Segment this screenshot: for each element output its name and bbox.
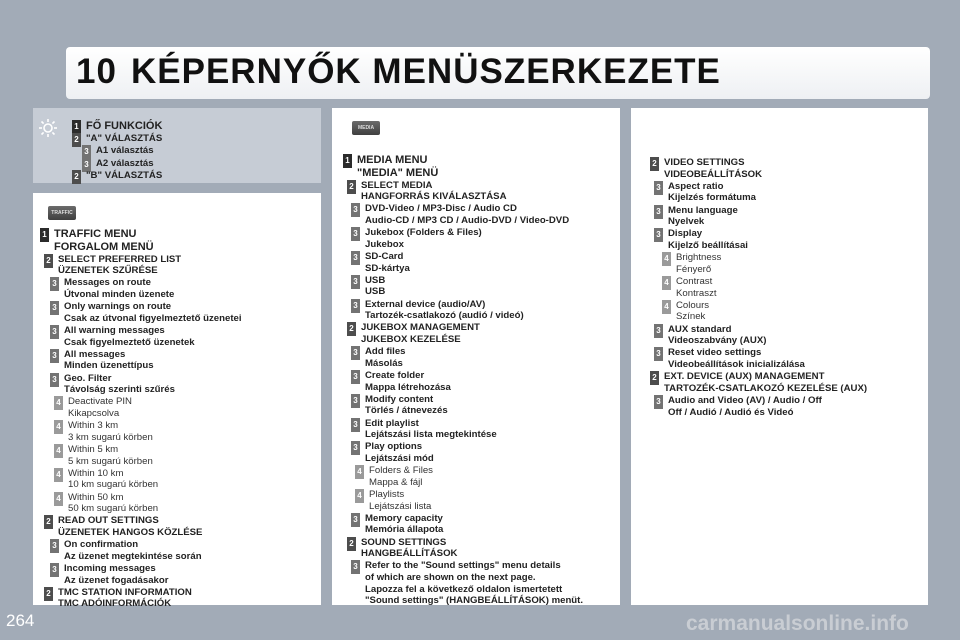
menu-item-level-4: [54, 444, 153, 467]
chapter-title: KÉPERNYŐK MENÜSZERKEZETE: [131, 52, 721, 91]
menu-item-label: Play options Lejátszási mód: [365, 441, 434, 464]
menu-item-level-4: [355, 489, 431, 512]
level-badge: 2: [44, 254, 53, 268]
level-badge: 3: [654, 228, 663, 242]
level-badge: 3: [351, 418, 360, 432]
menu-item-label: Folders & Files Mappa & fájl: [369, 465, 433, 488]
menu-item-label: MEDIA MENU "MEDIA" MENÜ: [357, 154, 439, 179]
menu-item-level-4: [54, 492, 158, 515]
menu-item-level-3: [351, 370, 451, 393]
menu-item-level-3: [351, 299, 524, 322]
level-badge: 1: [72, 120, 81, 134]
level-badge: 3: [654, 347, 663, 361]
menu-item-label: Menu language Nyelvek: [668, 204, 738, 228]
menu-item-label: SELECT PREFERRED LIST ÜZENETEK SZŰRÉSE: [58, 253, 182, 277]
menu-item-label: Aspect ratio Kijelzés formátuma: [668, 180, 756, 204]
menu-item-label: Contrast Kontraszt: [676, 276, 717, 299]
menu-item-level-3: [351, 346, 406, 369]
level-badge: 3: [351, 203, 360, 217]
menu-item-level-3: [50, 539, 202, 562]
level-badge: 4: [54, 420, 63, 434]
menu-item-level-4: [355, 465, 433, 488]
menu-item-label: Add files Másolás: [365, 346, 406, 369]
level-badge: 2: [347, 537, 356, 551]
menu-item-level-1: [40, 228, 154, 253]
media-tab: MEDIA: [352, 121, 380, 135]
level-badge: 3: [50, 373, 59, 387]
menu-item-label: A2 választás: [96, 157, 154, 169]
menu-item-label: SD-Card SD-kártya: [365, 251, 410, 274]
menu-item-label: JUKEBOX MANAGEMENT JUKEBOX KEZELÉSE: [361, 322, 480, 345]
menu-item-level-2: [72, 170, 162, 184]
level-badge: 3: [50, 539, 59, 553]
level-badge: 2: [650, 371, 659, 385]
traffic-tab: TRAFFIC: [48, 206, 76, 220]
menu-item-level-2: [650, 371, 867, 394]
menu-item-level-3: [351, 275, 385, 298]
level-badge: 3: [351, 394, 360, 408]
menu-item-label: Modify content Törlés / átnevezés: [365, 393, 448, 417]
menu-item-label: TMC STATION INFORMATION TMC ADÓINFORMÁCIÓK: [58, 586, 192, 610]
level-badge: 4: [662, 252, 671, 266]
level-badge: 4: [54, 492, 63, 506]
menu-item-label: Create folder Mappa létrehozása: [365, 370, 451, 393]
menu-item-label: Within 10 km 10 km sugarú körben: [68, 467, 159, 491]
menu-item-level-4: [54, 396, 132, 419]
level-badge: 2: [44, 587, 53, 601]
menu-item-label: VIDEO SETTINGS VIDEOBEÁLLÍTÁSOK: [664, 157, 763, 180]
level-badge: 3: [50, 563, 59, 577]
menu-item-label: "B" VÁLASZTÁS: [86, 169, 163, 181]
menu-item-level-2: [44, 515, 202, 538]
level-badge: 3: [50, 325, 59, 339]
menu-item-level-1: [72, 120, 162, 134]
menu-item-label: Geo. Filter Távolság szerinti szűrés: [64, 372, 175, 396]
level-badge: 3: [82, 145, 91, 159]
menu-item-level-1: [343, 154, 438, 179]
menu-item-level-3: [50, 301, 242, 324]
level-badge: 2: [72, 170, 81, 184]
menu-item-level-3: [654, 205, 738, 228]
level-badge: 3: [351, 560, 360, 574]
menu-item-level-3: [351, 203, 569, 226]
menu-item-label: DVD-Video / MP3-Disc / Audio CD Audio-CD / MP3 CD / Audio-DVD / Video-DVD: [365, 203, 570, 226]
level-badge: 3: [654, 324, 663, 338]
menu-item-level-2: [347, 322, 480, 345]
menu-item-level-3: [654, 181, 756, 204]
sun-icon: [38, 118, 58, 138]
level-badge: 2: [650, 157, 659, 171]
menu-item-label: On confirmation Az üzenet megtekintése során: [64, 539, 202, 562]
level-badge: 2: [72, 133, 81, 147]
level-badge: 3: [50, 301, 59, 315]
menu-item-label: "A" VÁLASZTÁS: [86, 133, 163, 145]
level-badge: 3: [50, 349, 59, 363]
menu-item-level-4: [662, 300, 709, 323]
menu-item-level-3: [50, 373, 175, 396]
level-badge: 2: [347, 180, 356, 194]
menu-item-label: EXT. DEVICE (AUX) MANAGEMENT TARTOZÉK-CSATLAKOZÓ KEZELÉSE (AUX): [664, 371, 868, 394]
level-badge: 3: [351, 441, 360, 455]
level-badge: 1: [40, 228, 49, 242]
level-badge: 4: [355, 489, 364, 503]
menu-item-level-2: [347, 180, 507, 203]
menu-item-label: SOUND SETTINGS HANGBEÁLLÍTÁSOK: [361, 536, 458, 560]
menu-item-level-3: [654, 395, 822, 418]
menu-item-level-2: [347, 537, 457, 560]
menu-item-label: Memory capacity Memória állapota: [365, 512, 444, 536]
menu-item-label: External device (audio/AV) Tartozék-csatlakozó (audió / videó): [365, 298, 524, 322]
level-badge: 3: [351, 346, 360, 360]
page-header: [0, 0, 960, 104]
level-badge: 3: [351, 251, 360, 265]
menu-item-label: Only warnings on route Csak az útvonal figyelmeztető üzenetei: [64, 301, 242, 324]
menu-item-label: Incoming messages Az üzenet fogadásakor: [64, 563, 169, 586]
menu-item-level-3: [351, 441, 434, 464]
menu-item-label: Display Kijelző beállításai: [668, 228, 748, 251]
menu-item-label: USB USB: [365, 274, 386, 298]
menu-item-label: Audio and Video (AV) / Audio / Off Off / Audió / Audió és Videó: [668, 395, 822, 418]
menu-item-label: Colours Színek: [676, 299, 710, 323]
level-badge: 3: [351, 370, 360, 384]
level-badge: 4: [54, 396, 63, 410]
level-badge: 4: [662, 276, 671, 290]
menu-item-level-3: [50, 349, 154, 372]
menu-item-level-4: [662, 276, 717, 299]
menu-item-label: Within 50 km 50 km sugarú körben: [68, 491, 159, 515]
menu-item-label: SELECT MEDIA HANGFORRÁS KIVÁLASZTÁSA: [361, 179, 507, 203]
menu-item-label: Playlists Lejátszási lista: [369, 489, 432, 512]
menu-item-level-3: [50, 277, 174, 300]
menu-item-level-3: [654, 347, 805, 370]
menu-item-level-3: [351, 394, 448, 417]
level-badge: 3: [351, 275, 360, 289]
page-number: 264: [6, 611, 35, 630]
menu-item-level-2: [44, 254, 181, 277]
watermark: carmanualsonline.info: [686, 612, 909, 635]
menu-item-label: Deactivate PIN Kikapcsolva: [68, 396, 132, 419]
level-badge: 4: [355, 465, 364, 479]
menu-item-level-3: [351, 418, 497, 441]
menu-item-label: FŐ FUNKCIÓK: [86, 120, 163, 132]
level-badge: 3: [351, 299, 360, 313]
menu-item-label: All messages Minden üzenettípus: [64, 348, 154, 372]
level-badge: 2: [347, 322, 356, 336]
level-badge: 4: [54, 468, 63, 482]
menu-item-level-3: [50, 325, 195, 348]
level-badge: 4: [54, 444, 63, 458]
menu-item-label: READ OUT SETTINGS ÜZENETEK HANGOS KÖZLÉSE: [58, 515, 203, 538]
menu-item-level-3: [351, 251, 410, 274]
menu-item-label: Edit playlist Lejátszási lista megtekintése: [365, 417, 497, 441]
menu-item-level-4: [54, 420, 153, 443]
menu-item-label: Refer to the "Sound settings" menu details of which are shown on the next page. Lapozza fel a következő oldalon ismertetett "Sound settings" (HANGBEÁLLÍTÁSOK) menüt.: [365, 560, 584, 607]
level-badge: 3: [654, 181, 663, 195]
level-badge: 3: [351, 227, 360, 241]
menu-item-label: Within 3 km 3 km sugarú körben: [68, 420, 153, 443]
level-badge: 3: [654, 205, 663, 219]
level-badge: 3: [654, 395, 663, 409]
menu-item-level-4: [662, 252, 721, 275]
menu-item-label: All warning messages Csak figyelmeztető üzenetek: [64, 325, 195, 348]
level-badge: 3: [50, 277, 59, 291]
menu-item-level-3: [654, 324, 766, 347]
level-badge: 1: [343, 154, 352, 168]
menu-item-label: Reset video settings Videobeállítások inicializálása: [668, 347, 805, 370]
menu-item-label: Brightness Fényerő: [676, 252, 722, 275]
menu-item-label: Jukebox (Folders & Files) Jukebox: [365, 227, 482, 250]
menu-item-label: A1 választás: [96, 145, 154, 157]
menu-item-level-3: [351, 227, 482, 250]
menu-item-level-3: [50, 563, 169, 586]
menu-item-label: Messages on route Útvonal minden üzenete: [64, 277, 175, 300]
menu-item-level-4: [54, 468, 158, 491]
menu-item-level-3: [654, 228, 748, 251]
level-badge: 4: [662, 300, 671, 314]
level-badge: 3: [82, 158, 91, 172]
chapter-number: 10: [76, 52, 117, 91]
menu-item-label: TRAFFIC MENU FORGALOM MENÜ: [54, 228, 154, 253]
menu-item-level-3: [351, 513, 443, 536]
menu-item-level-3: [351, 560, 583, 606]
menu-item-level-2: [650, 157, 762, 180]
menu-item-label: Within 5 km 5 km sugarú körben: [68, 444, 153, 467]
level-badge: 3: [351, 513, 360, 527]
level-badge: 2: [44, 515, 53, 529]
menu-item-level-2: [44, 587, 192, 610]
menu-item-label: AUX standard Videoszabvány (AUX): [668, 323, 767, 347]
